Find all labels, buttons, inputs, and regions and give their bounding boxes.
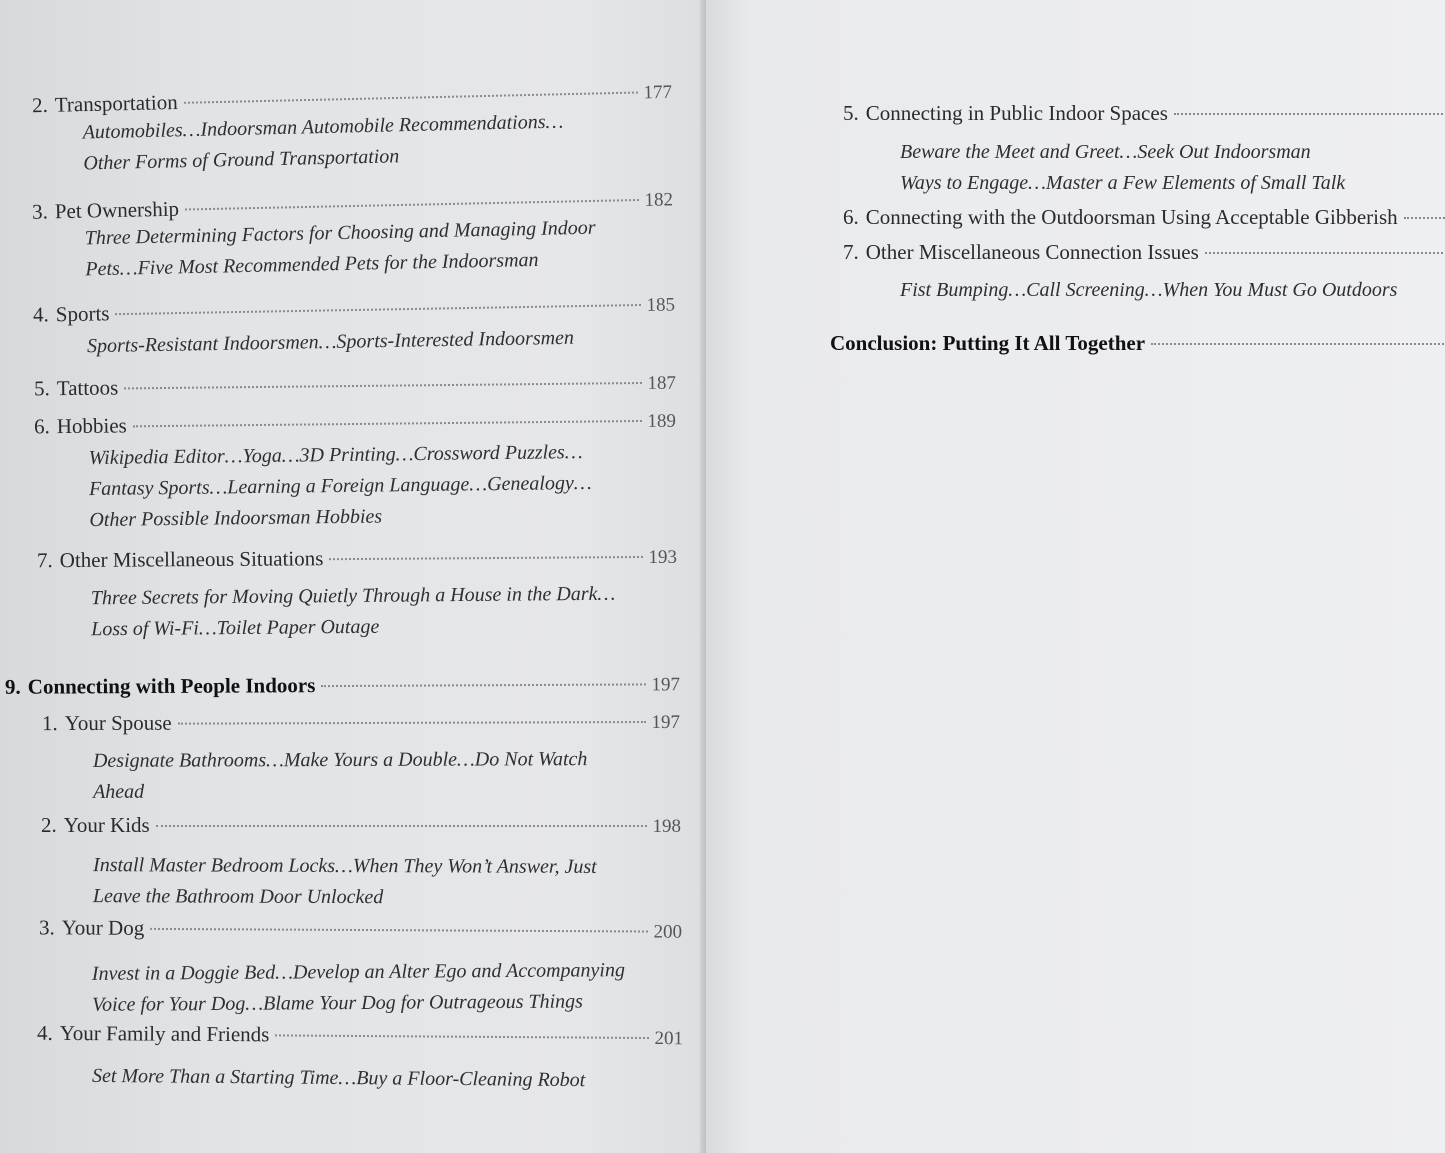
dot-leader [1205,252,1445,254]
subtopic-line: Fantasy Sports…Learning a Foreign Language…Genealogy… [88,471,592,501]
toc-entry-tattoos [34,370,676,402]
entry-page-number: 197 [651,711,681,733]
dot-leader [156,825,647,827]
toc-entry-outdoorsman-gibberish [843,205,1445,230]
entry-title: Other Miscellaneous Connection Issues [865,240,1199,264]
entry-subtopics [93,744,588,808]
entry-title: Transportation [54,89,178,117]
entry-subtopics [82,107,564,180]
entry-title: Pet Ownership [54,196,180,224]
entry-number: 2. [31,92,49,118]
chapter-page-number: 197 [651,674,681,696]
toc-chapter-heading [5,671,680,700]
subtopic-line: Three Secrets for Moving Quietly Through a House in the Dark… [90,582,616,610]
dot-leader [275,1034,648,1039]
entry-subtopics [88,437,592,536]
dot-leader [178,721,646,725]
entry-page-number: 187 [647,372,677,394]
toc-entry-your-dog [39,915,682,943]
entry-number: 6. [843,205,859,229]
subtopic-line: Voice for Your Dog…Blame Your Dog for Outrageous Things [92,990,583,1016]
toc-entry-connection-issues [843,240,1445,265]
dot-leader [321,683,645,687]
entry-page-number: 198 [652,816,681,837]
entry-page-number: 182 [644,189,674,211]
subtopic-line: Other Possible Indoorsman Hobbies [89,505,383,532]
toc-entry-sports [33,291,675,327]
dot-leader [1404,217,1445,219]
entry-title: Hobbies [56,413,127,439]
dot-leader [185,199,638,210]
entry-number: 1. [41,711,58,736]
left-page [0,0,706,1153]
toc-conclusion-heading [830,331,1445,356]
toc-entry-public-indoor-spaces [843,101,1445,126]
subtopic-line: Designate Bathrooms…Make Yours a Double…Do Not Watch [92,748,588,772]
entry-subtopics [900,137,1345,199]
toc-entry-your-kids [41,813,681,838]
entry-subtopics [87,323,574,362]
chapter-number: 9. [4,674,21,699]
entry-page-number: 177 [643,81,673,104]
dot-leader [329,556,642,560]
subtopic-line: Install Master Bedroom Locks…When They Won’t Answer, Just [93,854,597,878]
right-page [706,0,1445,1153]
entry-subtopics [92,1061,586,1096]
dot-leader [150,928,647,933]
entry-title: Your Dog [61,915,145,940]
dot-leader [124,382,641,389]
subtopic-line: Set More Than a Starting Time…Buy a Floor-Cleaning Robot [91,1064,586,1092]
entry-page-number: 201 [654,1028,684,1050]
entry-title: Other Miscellaneous Situations [59,546,324,573]
subtopic-line: Ways to Engage…Master a Few Elements of Small Talk [900,172,1346,194]
toc-entry-other-situations [37,544,677,573]
entry-number: 4. [32,302,49,327]
subtopic-line: Automobiles…Indoorsman Automobile Recommendations… [82,110,564,144]
entry-title: Your Spouse [64,710,172,736]
entry-subtopics [900,275,1397,306]
entry-subtopics [92,955,625,1021]
dot-leader [115,304,640,315]
subtopic-line: Sports-Resistant Indoorsmen…Sports-Interested Indoorsmen [86,326,575,358]
dot-leader [1174,113,1445,115]
entry-subtopics [91,579,616,646]
subtopic-line: Leave the Bathroom Door Unlocked [92,885,384,909]
entry-page-number: 200 [653,921,683,943]
entry-number: 6. [33,414,50,439]
entry-number: 5. [843,101,859,125]
entry-subtopics [84,213,596,286]
entry-number: 3. [31,199,49,224]
entry-number: 2. [41,813,57,837]
toc-entry-hobbies [34,408,676,440]
entry-number: 3. [38,915,55,940]
subtopic-line: Invest in a Doggie Bed…Develop an Alter Ego and Accompanying [91,959,625,985]
conclusion-title: Conclusion: Putting It All Together [830,331,1146,355]
dot-leader [184,92,638,104]
entry-title: Sports [55,301,110,327]
entry-number: 7. [36,548,53,573]
subtopic-line: Three Determining Factors for Choosing and Managing Indoor [84,216,596,250]
entry-number: 4. [36,1020,53,1045]
subtopic-line: Loss of Wi-Fi…Toilet Paper Outage [91,615,380,641]
subtopic-line: Other Forms of Ground Transportation [83,145,400,175]
toc-entry-your-spouse [42,709,680,736]
entry-title: Your Family and Friends [59,1020,270,1047]
entry-number: 7. [843,240,859,264]
subtopic-line: Beware the Meet and Greet…Seek Out Indoorsman [900,141,1311,163]
entry-subtopics [93,850,597,914]
subtopic-line: Wikipedia Editor…Yoga…3D Printing…Crossword Puzzles… [88,441,583,470]
dot-leader [1151,343,1444,345]
entry-title: Tattoos [56,375,119,401]
subtopic-line: Fist Bumping…Call Screening…When You Must Go Outdoors [900,279,1398,301]
chapter-title: Connecting with People Indoors [27,673,316,699]
toc-entry-family-friends [37,1021,683,1051]
entry-title: Your Kids [63,813,150,837]
subtopic-line: Pets…Five Most Recommended Pets for the Indoorsman [85,248,539,281]
entry-title: Connecting with the Outdoorsman Using Acceptable Gibberish [865,205,1398,229]
entry-number: 5. [33,376,50,401]
entry-page-number: 189 [647,410,677,432]
entry-title: Connecting in Public Indoor Spaces [865,101,1168,125]
entry-page-number: 185 [646,294,676,316]
entry-page-number: 193 [648,546,678,568]
dot-leader [133,420,642,427]
subtopic-line: Ahead [93,780,145,803]
